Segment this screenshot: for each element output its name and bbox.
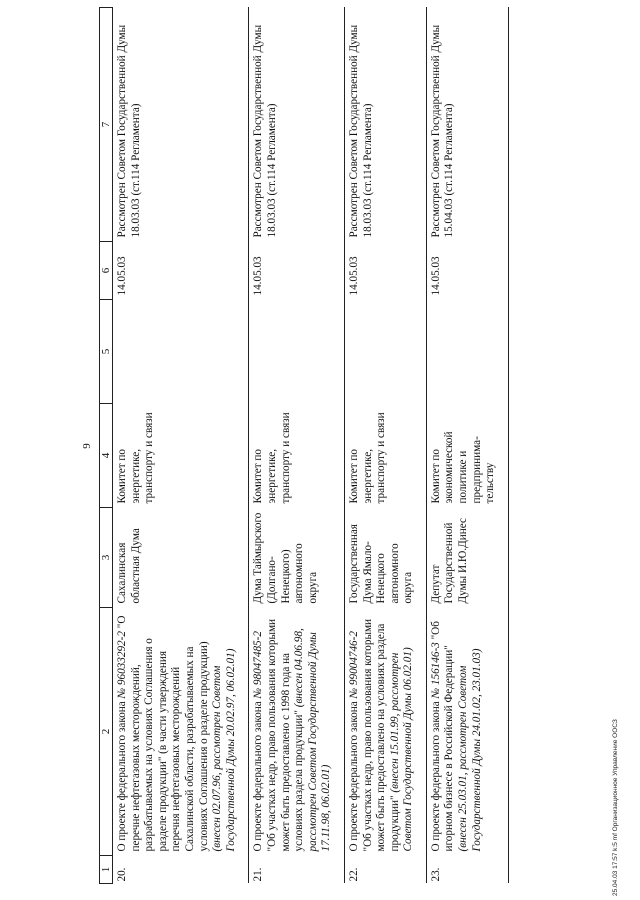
bill-description [344,608,426,856]
column-header-6: 6 [100,242,113,300]
bill-description [426,608,508,856]
bill-number: № 96033292-2 [116,631,128,699]
council-result: Рассмотрен Советом Государственной Думы 18.03.03 (ст.114 Регламента) [344,8,426,242]
bill-title: "Об участках недр, право пользования которыми может быть предоставлено с 1998 года на условиях раздела продукции" [265,618,306,852]
bill-history-note: (внесен 15.01.99, рассмотрен Советом Государственной Думы 06.02.01) [388,647,415,852]
bill-history-note: (внесен 02.07.96, рассмотрен Советом Государственной Думы 20.02.97, 06.02.01) [211,648,237,852]
council-result: Рассмотрен Советом Государственной Думы 18.03.03 (ст.114 Регламента) [249,8,345,242]
column-header-5: 5 [100,300,113,404]
bills-table [99,7,509,884]
column-header-7: 7 [100,8,113,242]
review-date: 14.05.03 [249,242,345,300]
responsible-committee: Комитет по энергетике, транспорту и связи [113,404,249,508]
bill-description [113,608,249,856]
rotated-landscape-sheet [77,8,627,884]
bill-lead-text: О проекте федерального закона [252,698,265,852]
column-header-1: 1 [100,856,113,884]
column-header-2: 2 [100,608,113,856]
bill-title: "Об игорном бизнесе в Российской Федерации" [429,621,456,852]
row-number: 21. [249,856,345,884]
bill-title: "Об участках недр, право пользования которыми может быть предоставлено на условиях раздела продукции" [361,618,401,852]
column-header-3: 3 [100,508,113,608]
column-number-header-row [100,8,113,884]
page-number: 9 [81,443,93,449]
column-5-cell [113,300,249,404]
fax-footer-line: 25.04.03 17:57 k:5 mf Организационное Управление ООСЗ [612,719,619,896]
bill-history-note: (внесен 04.06.98, рассмотрен Советом Государственной Думы 17.11.98, 06.02.01) [293,628,333,852]
review-date: 14.05.03 [113,242,249,300]
responsible-committee: Комитет по экономической политике и предпринима-тельству [426,404,508,508]
bill-number: № 156146-3 [429,642,442,699]
review-date: 14.05.03 [344,242,426,300]
row-number: 22. [344,856,426,884]
review-date: 14.05.03 [426,242,508,300]
table-row-23 [426,8,508,884]
column-5-cell [426,300,508,404]
table-row-21 [249,8,345,884]
bill-title: "О перечне нефтегазовых месторождений, разрабатываемых на условиях Соглашения о разделе продукции" (в части утверждения перечня нефтегазовых месторождений Сахалинской области, разрабатываемых на условиях Соглашения о разделе продукции) [116,615,210,852]
bill-lead-text: О проекте федерального закона [347,698,360,852]
bill-author: Депутат Государственной Думы И.Ю.Динес [426,508,508,608]
council-result: Рассмотрен Советом Государственной Думы 15.04.03 (ст.114 Регламента) [426,8,508,242]
column-5-cell [249,300,345,404]
bill-number: № 98047485-2 [252,631,265,699]
responsible-committee: Комитет по энергетике, транспорту и связи [249,404,345,508]
bill-lead-text: О проекте федерального закона [116,698,128,852]
bill-author: Дума Таймырского (Долгано-Ненецкого) автономного округа [249,508,345,608]
table-row-20 [113,8,249,884]
row-number: 20. [113,856,249,884]
bill-author: Сахалинская областная Дума [113,508,249,608]
responsible-committee: Комитет по энергетике, транспорту и связи [344,404,426,508]
council-result: Рассмотрен Советом Государственной Думы 18.03.03 (ст.114 Регламента) [113,8,249,242]
bill-history-note: (внесен 25.03.01, рассмотрен Советом Государственной Думы 24.01.02, 23.01.03) [457,648,483,852]
table-row-22 [344,8,426,884]
bill-author: Государственная Дума Ямало-Ненецкого автономного округа [344,508,426,608]
column-5-cell [344,300,426,404]
bill-number: № 99004746-2 [347,631,360,699]
bill-lead-text: О проекте федерального закона [429,698,442,852]
bill-description [249,608,345,856]
column-header-4: 4 [100,404,113,508]
row-number: 23. [426,856,508,884]
